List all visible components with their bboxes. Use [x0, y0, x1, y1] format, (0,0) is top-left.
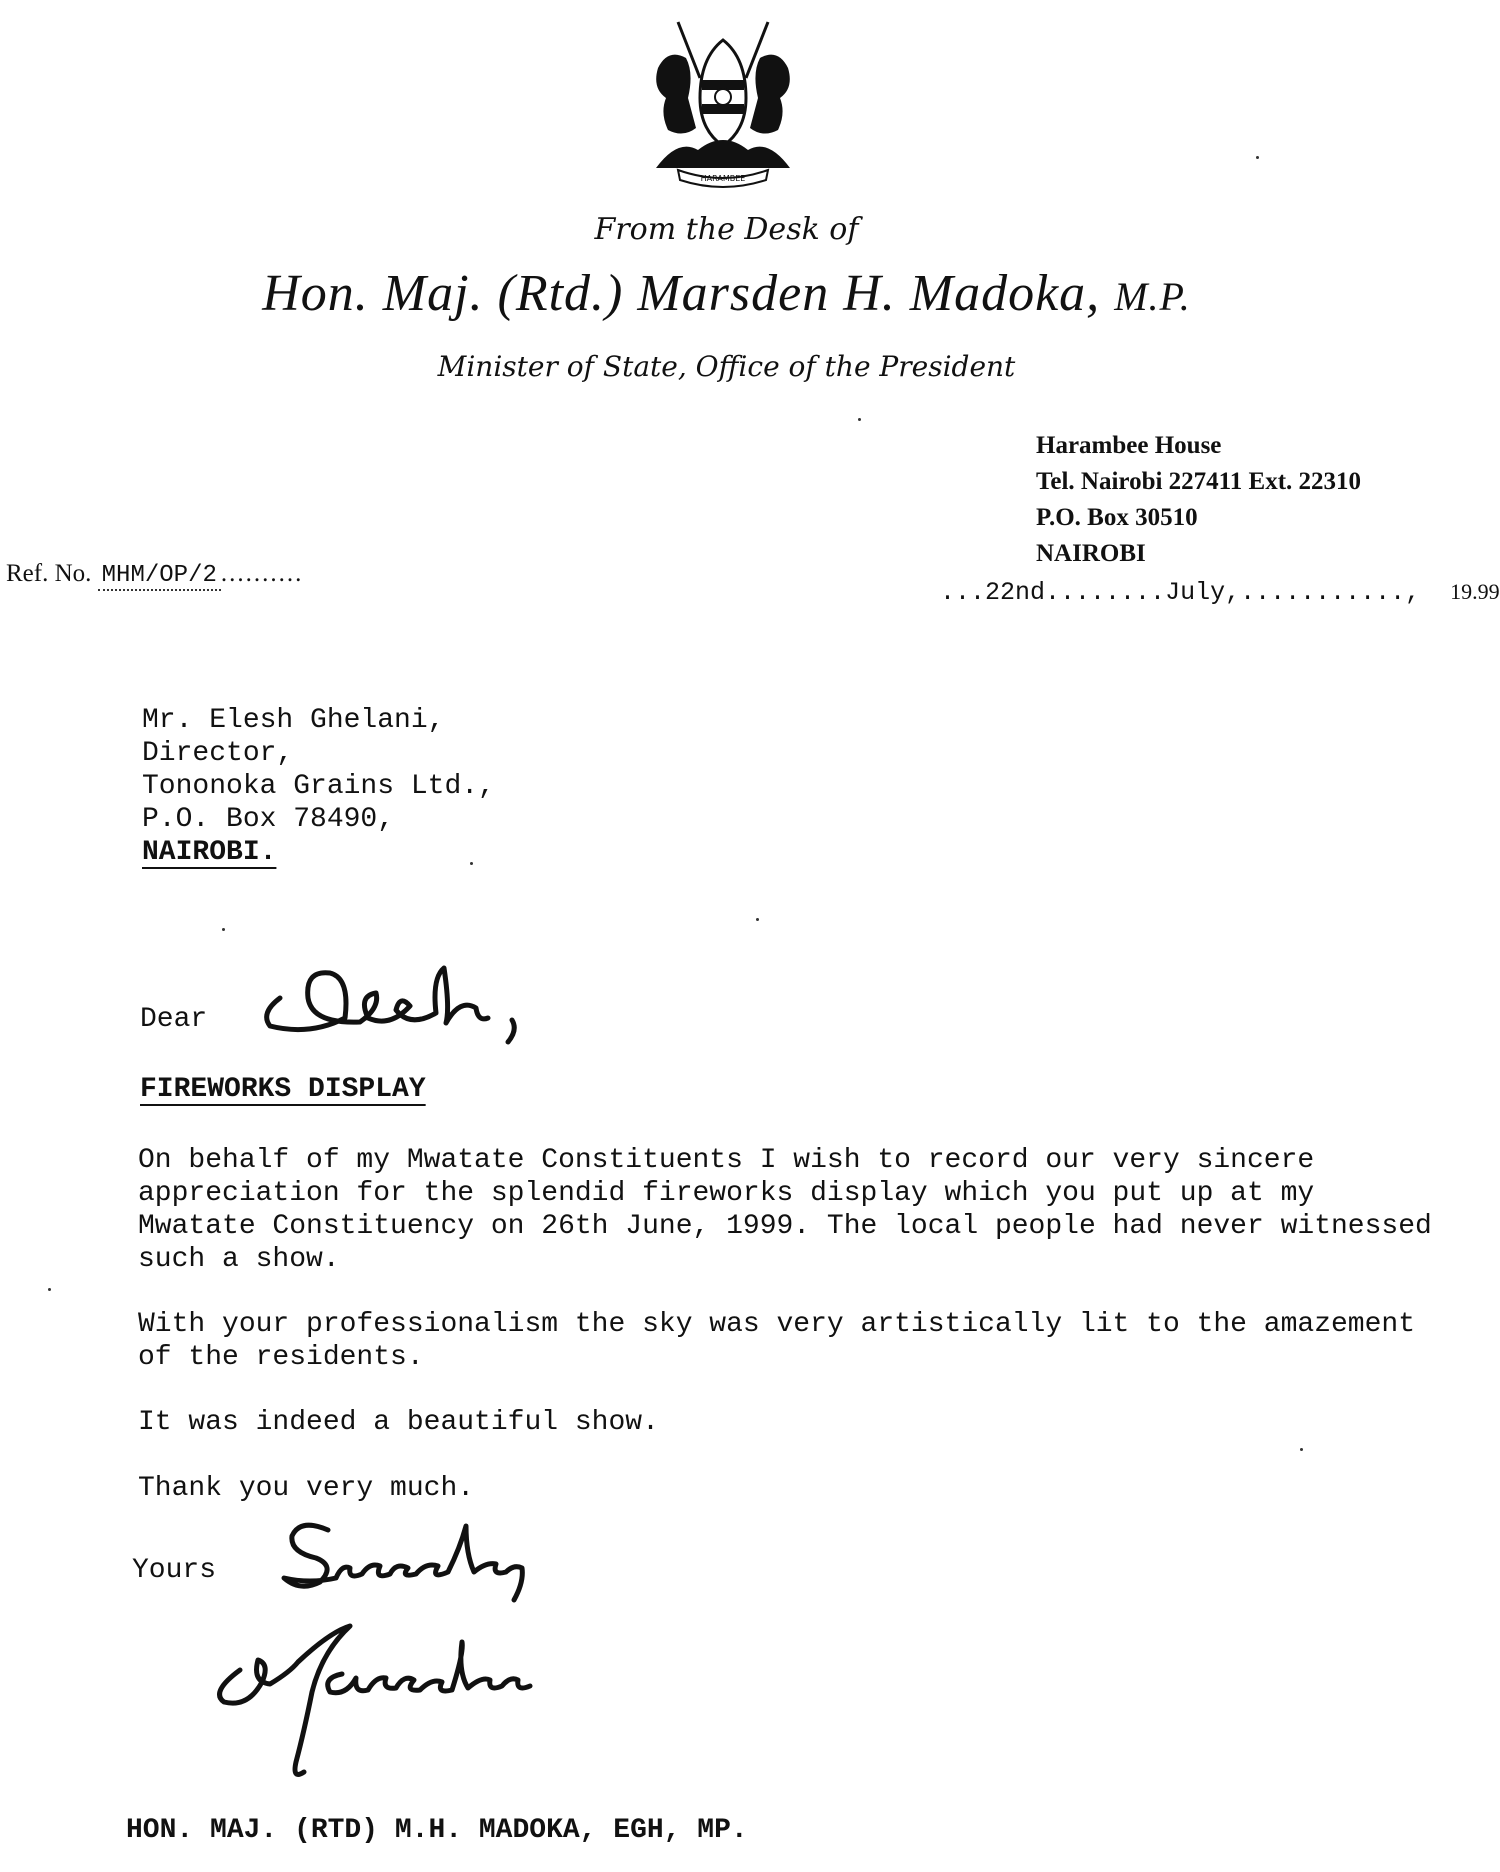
- scan-speck: [470, 862, 473, 865]
- sender-building: Harambee House: [1036, 432, 1222, 459]
- kenya-coat-of-arms-icon: [638, 18, 808, 186]
- reference-number: Ref. No. MHM/OP/2 ..........: [6, 560, 304, 589]
- reference-label: Ref. No.: [6, 560, 92, 587]
- letterhead-name-text: Hon. Maj. (Rtd.) Marsden H. Madoka,: [262, 265, 1101, 322]
- scan-speck: [222, 928, 225, 931]
- scan-speck: [756, 918, 759, 921]
- scan-speck: [1256, 156, 1259, 159]
- recipient-company: Tononoka Grains Ltd.,: [142, 771, 495, 802]
- recipient-address: [142, 704, 495, 869]
- salutation: Dear: [140, 1004, 208, 1035]
- sender-po-box: P.O. Box 30510: [1036, 504, 1198, 531]
- letterhead-name: [0, 264, 1453, 323]
- handwritten-greeting-name: [250, 958, 540, 1048]
- recipient-po-box: P.O. Box 78490,: [142, 804, 395, 835]
- handwritten-closing: [270, 1508, 570, 1608]
- sender-city: NAIROBI: [1036, 540, 1146, 567]
- body-paragraph-1: On behalf of my Mwatate Constituents I wish to record our very sincere appreciation for the splendid fireworks display which you put up at my Mwatate Constituency on 26th June, 1999. The local people had never witnessed such a show.: [138, 1145, 1432, 1275]
- scan-speck: [1300, 1448, 1303, 1451]
- scan-speck: [858, 418, 861, 421]
- recipient-position: Director,: [142, 738, 294, 769]
- sender-address: [1036, 428, 1361, 572]
- scan-speck: [48, 1288, 51, 1291]
- signatory-name: HON. MAJ. (RTD) M.H. MADOKA, EGH, MP.: [126, 1815, 748, 1846]
- recipient-city: NAIROBI.: [142, 837, 277, 868]
- closing-yours: Yours: [132, 1555, 217, 1586]
- reference-value: MHM/OP/2: [98, 562, 221, 591]
- letterhead-name-suffix: M.P.: [1114, 274, 1191, 319]
- date-day: 22nd: [985, 578, 1046, 607]
- sender-telephone: Tel. Nairobi 227411 Ext. 22310: [1036, 468, 1362, 495]
- date-year: 19.99: [1450, 579, 1500, 604]
- body-paragraph-3: It was indeed a beautiful show.: [138, 1407, 659, 1438]
- body-paragraph-4: Thank you very much.: [138, 1473, 475, 1504]
- recipient-name: Mr. Elesh Ghelani,: [142, 705, 445, 736]
- letter-subject: FIREWORKS DISPLAY: [140, 1074, 426, 1105]
- handwritten-signature: [200, 1612, 620, 1782]
- letterhead-title: Minister of State, Office of the President: [437, 350, 1016, 383]
- date-month: July,: [1165, 578, 1241, 607]
- svg-text:HARAMBEE: HARAMBEE: [700, 174, 746, 183]
- letterhead-from-desk: From the Desk of: [594, 212, 859, 247]
- letter-date: ...22nd........July,..........., 19.99: [940, 578, 1500, 607]
- body-paragraph-2: With your professionalism the sky was very artistically lit to the amazement of the residents.: [138, 1309, 1416, 1373]
